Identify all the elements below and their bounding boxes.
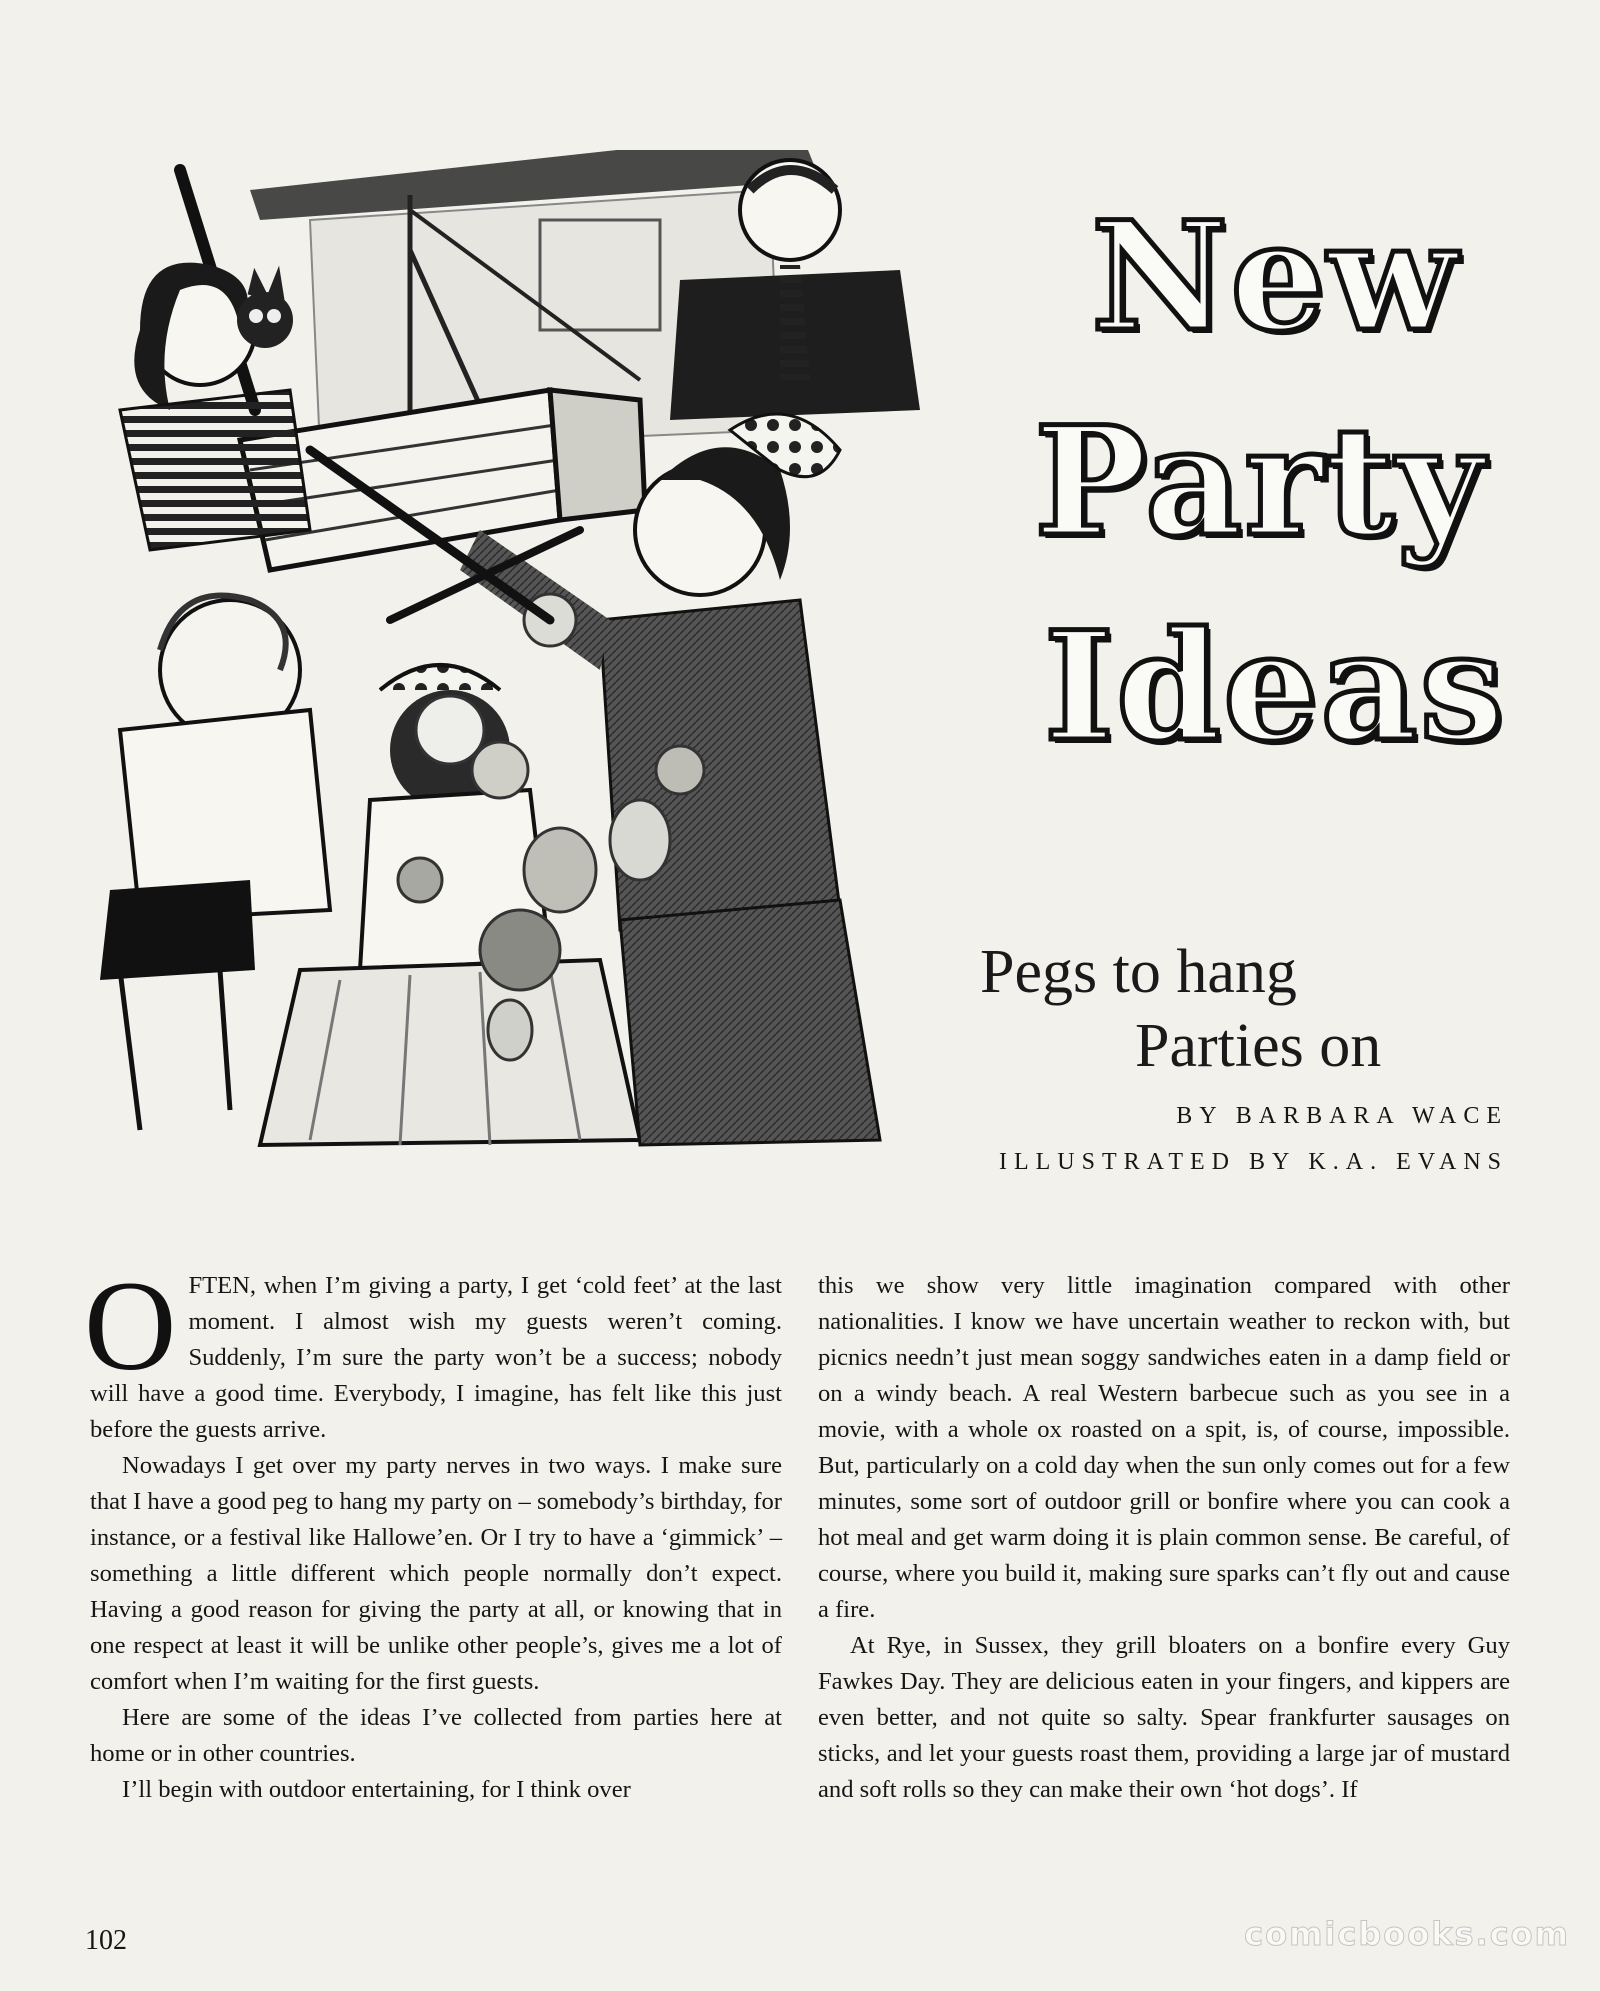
subtitle-line-2: Parties on — [1135, 1012, 1382, 1080]
page-number: 102 — [85, 1925, 127, 1956]
paragraph: this we show very little imagination compared with other nationalities. I know we have uncertain weather to reckon with, but picnics needn’t just mean soggy sandwiches eaten in a damp field or on a windy beach. A real Western barbecue such as you see in a movie, with a whole ox roasted on a spit, is, of course, impossible. But, particularly on a cold day when the sun only comes out for a few minutes, some sort of outdoor grill or bonfire where you can cook a hot meal and get warm doing it is plain common sense. Be careful, of course, where you build it, making sure sparks can’t fly out and cause a fire. — [818, 1272, 1510, 1623]
illustrator-credit: ILLUSTRATED BY K.A. EVANS — [998, 1149, 1508, 1175]
pinata-party-drawing — [80, 150, 960, 1150]
party-illustration — [80, 150, 960, 1150]
column-left — [84, 1255, 782, 1808]
column-right — [818, 1268, 1510, 1808]
title-line-ideas: Ideas — [1043, 599, 1507, 775]
drop-cap: O — [84, 1255, 177, 1397]
title-line-party: Party — [1034, 394, 1486, 570]
byline — [999, 1093, 1508, 1185]
paragraph: Nowadays I get over my party nerves in two ways. I make sure that I have a good peg to hang my party on – somebody’s birthday, for instance, or a festival like Hallowe’en. Or I try to have a ‘gimmick’ – something a little different which people normally don’t expect. Having a good reason for giving the party at all, or knowing that in one respect at least it will be unlike other people’s, gives me a lot of comfort when I’m waiting for the first guests. — [90, 1452, 782, 1695]
watermark: comicbooks.com — [1244, 1915, 1570, 1953]
paragraph-text: FTEN, when I’m giving a party, I get ‘cold feet’ at the last moment. I almost wish my guests weren’t coming. Suddenly, I’m sure the party won’t be a success; nobody will have a good time. Everybody, I imagine, has felt like this just before the guests arrive. — [90, 1272, 782, 1443]
subtitle-line-1: Pegs to hang — [980, 938, 1297, 1006]
article-title — [1000, 175, 1520, 790]
paragraph: I’ll begin with outdoor entertaining, for I think over — [122, 1776, 631, 1803]
article-subtitle — [960, 935, 1460, 1083]
paragraph — [84, 1255, 782, 1448]
paragraph: At Rye, in Sussex, they grill bloaters on a bonfire every Guy Fawkes Day. They are delicious eaten in your fingers, and kippers are even better, and not quite so salty. Spear frankfurter sausages on sticks, and let your guests roast them, providing a large jar of mustard and soft rolls so they can make their own ‘hot dogs’. If — [818, 1632, 1510, 1803]
title-line-new: New — [1091, 189, 1459, 365]
author-credit: BY BARBARA WACE — [1176, 1103, 1508, 1129]
article-body — [84, 1255, 1510, 1808]
paragraph: Here are some of the ideas I’ve collected from parties here at home or in other countries. — [90, 1704, 782, 1767]
